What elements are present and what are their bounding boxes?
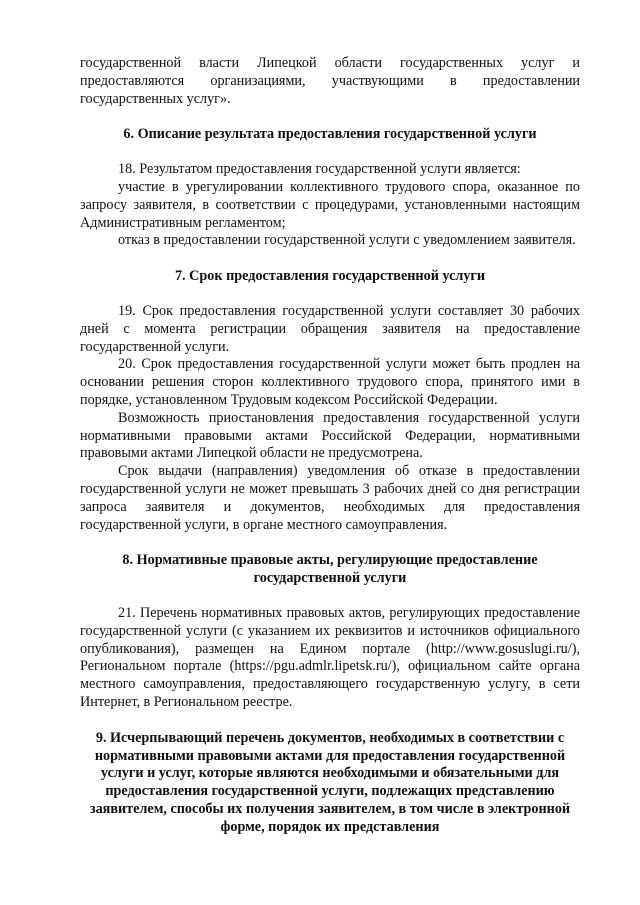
- paragraph-20-refusal-term: Срок выдачи (направления) уведомления об отказе в предоставлении государственной услуги не может превышать 3 рабочих дней со дня регистрации запроса заявителя и документов, необходимых для предоставления государственной услуги, в органе местного самоуправления.: [80, 463, 580, 533]
- paragraph-21: 21. Перечень нормативных правовых актов, регулирующих предоставление государственной услуги (с указанием их реквизитов и источников официального опубликования), размещен на Едином портале (http://www.gosuslugi.ru/), Региональном портале (https://pgu.admlr.lipetsk.ru/), официальном сайте органа местного самоуправления, предоставляющего государственную услугу, в сети Интернет, в Региональном реестре.: [80, 604, 580, 710]
- paragraph-20: 20. Срок предоставления государственной услуги может быть продлен на основании решения сторон коллективного трудового спора, принятого ими в порядке, установленном Трудовым кодексом Российской Федерации.: [80, 356, 580, 408]
- section-8-heading: 8. Нормативные правовые акты, регулирующие предоставление государственной услуги: [122, 552, 538, 587]
- section-7-heading: 7. Срок предоставления государственной услуги: [174, 268, 486, 285]
- paragraph-18: 18. Результатом предоставления государственной услуги является:: [118, 161, 521, 178]
- paragraph-20-suspension: Возможность приостановления предоставления государственной услуги нормативными правовыми актами Российской Федерации, нормативными правовыми актами Липецкой области не предусмотрена.: [80, 409, 580, 462]
- document-body: [80, 55, 580, 836]
- paragraph-19: 19. Срок предоставления государственной услуги составляет 30 рабочих дней с момента регистрации обращения заявителя на предоставление государственной услуги.: [80, 302, 580, 355]
- paragraph-18-item-1: участие в урегулировании коллективного трудового спора, оказанное по запросу заявителя, в соответствии с процедурами, установленными настоящим Административным регламентом;: [80, 178, 580, 231]
- intro-fragment: государственной власти Липецкой области государственных услуг и предоставляются организациями, участвующими в предоставлении государственных услуг».: [80, 55, 580, 107]
- paragraph-18-item-2: отказ в предоставлении государственной услуги с уведомлением заявителя.: [118, 232, 576, 249]
- section-6-heading: 6. Описание результата предоставления государственной услуги: [123, 126, 537, 143]
- section-9-heading: 9. Исчерпывающий перечень документов, необходимых в соответствии с нормативными правовыми актами для предоставления государственной услуги и услуг, которые являются необходимыми и обязательными для предоставления государственной услуги, подлежащих представлению заявителем, способы их получения заявителем, в том числе в электронной форме, порядок их представления: [89, 729, 571, 835]
